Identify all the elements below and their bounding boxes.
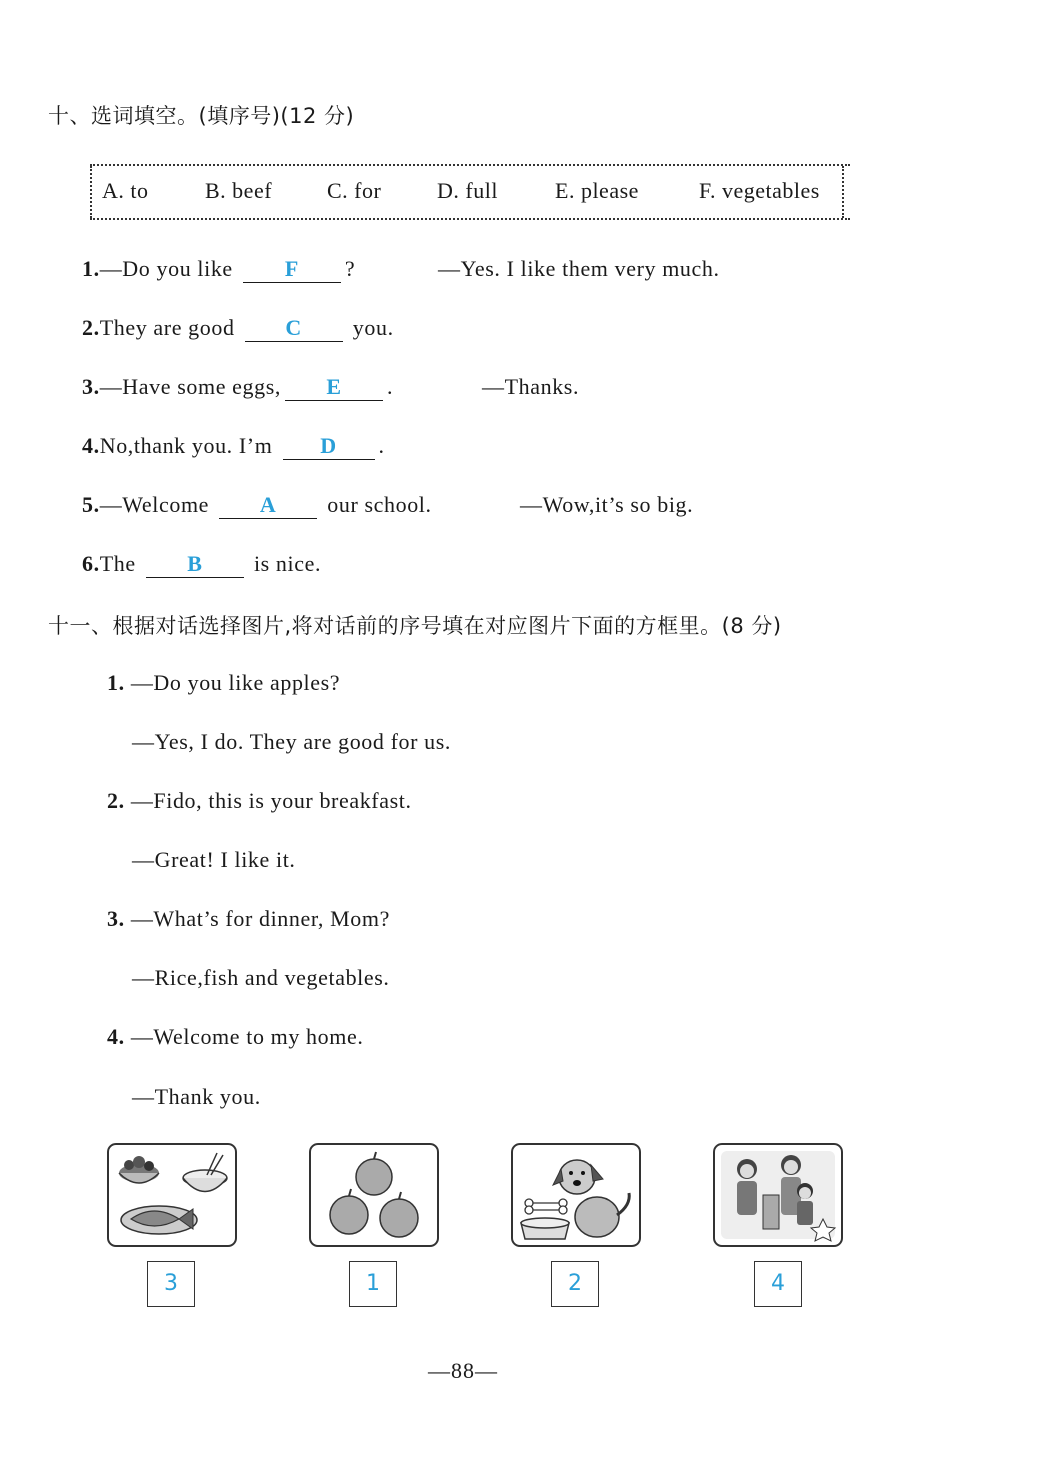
dialog-1-line-2: —Yes, I do. They are good for us. xyxy=(132,729,452,754)
page-number: —88— xyxy=(428,1358,498,1383)
dialog-3-line-2: —Rice,fish and vegetables. xyxy=(132,965,390,990)
question-3 xyxy=(82,374,393,401)
answer-value: D xyxy=(320,433,337,458)
question-text: —Welcome xyxy=(99,492,210,517)
picture-apples xyxy=(309,1143,439,1247)
answer-blank[interactable] xyxy=(285,374,383,401)
children-home-icon xyxy=(715,1145,841,1245)
dialog-text: —Fido, this is your breakfast. xyxy=(130,788,412,813)
question-number: 2. xyxy=(82,315,100,340)
answer-value: A xyxy=(259,492,277,517)
dialog-number: 1. xyxy=(107,670,125,695)
question-tail: . xyxy=(387,374,394,399)
question-text: —Do you like xyxy=(99,256,233,281)
question-number: 3. xyxy=(82,374,100,399)
question-number: 5. xyxy=(82,492,100,517)
question-tail: you. xyxy=(352,315,394,340)
reply-1: —Yes. I like them very much. xyxy=(438,256,720,281)
picture-answer-box[interactable]: 4 xyxy=(754,1261,802,1307)
apples-icon xyxy=(311,1145,437,1245)
answer-blank[interactable] xyxy=(245,315,343,342)
answer-blank[interactable] xyxy=(243,256,341,283)
question-tail: . xyxy=(378,433,385,458)
dialog-text: —What’s for dinner, Mom? xyxy=(130,906,390,931)
dialog-text: —Welcome to my home. xyxy=(130,1024,364,1049)
reply-5: —Wow,it’s so big. xyxy=(520,492,694,517)
picture-dinner xyxy=(107,1143,237,1247)
section-10-title: 十、选词填空。(填序号)(12 分) xyxy=(48,104,355,128)
answer-blank[interactable] xyxy=(283,433,375,460)
picture-answer-box[interactable]: 3 xyxy=(147,1261,195,1307)
dialog-number: 3. xyxy=(107,906,125,931)
dialog-4-line-2: —Thank you. xyxy=(132,1084,261,1109)
question-1 xyxy=(82,256,355,283)
dialog-1-line-1 xyxy=(107,670,340,696)
picture-answer-box[interactable]: 1 xyxy=(349,1261,397,1307)
question-number: 6. xyxy=(82,551,100,576)
question-text: They are good xyxy=(99,315,235,340)
question-text: —Have some eggs, xyxy=(99,374,281,399)
question-tail: our school. xyxy=(327,492,432,517)
picture-dog xyxy=(511,1143,641,1247)
answer-value: B xyxy=(187,551,203,576)
question-tail: is nice. xyxy=(253,551,322,576)
question-number: 1. xyxy=(82,256,100,281)
option-e: E. please xyxy=(555,178,639,203)
reply-3: —Thanks. xyxy=(482,374,580,399)
answer-blank[interactable] xyxy=(146,551,244,578)
answer-value: F xyxy=(284,256,299,281)
picture-home xyxy=(713,1143,843,1247)
section-11-title: 十一、根据对话选择图片,将对话前的序号填在对应图片下面的方框里。(8 分) xyxy=(48,614,782,638)
question-text: No,thank you. I’m xyxy=(99,433,273,458)
dialog-number: 4. xyxy=(107,1024,125,1049)
dialog-4-line-1 xyxy=(107,1024,363,1050)
question-5 xyxy=(82,492,432,519)
dialog-number: 2. xyxy=(107,788,125,813)
question-2 xyxy=(82,315,394,342)
option-d: D. full xyxy=(437,178,498,203)
dog-bone-icon xyxy=(513,1145,639,1245)
question-4 xyxy=(82,433,385,460)
answer-value: E xyxy=(326,374,342,399)
question-tail: ? xyxy=(344,256,356,281)
option-a: A. to xyxy=(102,178,149,203)
dialog-2-line-2: —Great! I like it. xyxy=(132,847,296,872)
option-f: F. vegetables xyxy=(699,178,820,203)
dialog-2-line-1 xyxy=(107,788,412,814)
answer-value: C xyxy=(285,315,302,340)
picture-answer-box[interactable]: 2 xyxy=(551,1261,599,1307)
dinner-food-icon xyxy=(109,1145,235,1245)
dialog-3-line-1 xyxy=(107,906,390,932)
question-6 xyxy=(82,551,321,578)
dialog-text: —Do you like apples? xyxy=(130,670,341,695)
option-c: C. for xyxy=(327,178,382,203)
question-text: The xyxy=(99,551,136,576)
option-b: B. beef xyxy=(205,178,273,203)
answer-blank[interactable] xyxy=(219,492,317,519)
word-bank-box xyxy=(90,164,850,220)
question-number: 4. xyxy=(82,433,100,458)
